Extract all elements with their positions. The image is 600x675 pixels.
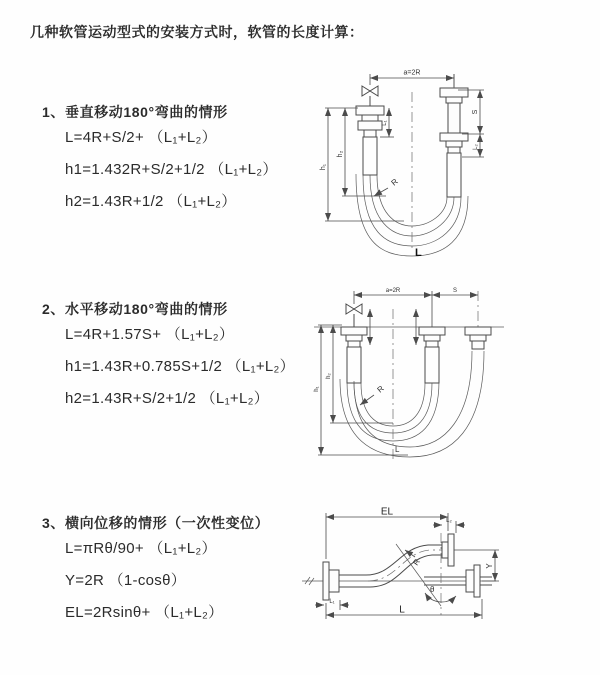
dim-label-l1: L₁ [329, 599, 335, 605]
diagram-vertical-180-bend [312, 62, 600, 266]
dim-label-l2: L₂ [446, 518, 452, 524]
page-title: 几种软管运动型式的安装方式时，软管的长度计算： [30, 24, 364, 40]
dim-label-l2: L₂ [473, 144, 479, 150]
right-pipe-fitting [465, 327, 491, 349]
left-pipe-fitting [356, 106, 384, 175]
length-label: L [415, 247, 422, 259]
dim-label-h1: h₁ [314, 386, 320, 392]
section-lateral-displacement [42, 513, 269, 629]
dim-label-s: S [472, 109, 479, 115]
length-label: L [395, 445, 400, 454]
diagram-horizontal-180-bend [308, 281, 600, 465]
dim-label-el: EL [380, 506, 394, 518]
radius-label: R [411, 557, 422, 568]
dim-width [370, 70, 454, 88]
dim-label-h1: h₁ [320, 163, 327, 171]
section-heading: 3、横向位移的情形（一次性变位） [42, 515, 270, 531]
upper-pipe-fitting [442, 534, 454, 566]
dim-label-travel: S [452, 288, 458, 294]
diagram-lateral-displacement [296, 503, 600, 645]
valve-icon [346, 304, 362, 314]
radius-label: R [389, 176, 400, 188]
dim-width [354, 288, 432, 327]
dim-el [326, 507, 448, 560]
dim-label-l1: L₁ [382, 120, 388, 126]
dim-l [326, 599, 482, 619]
formula-h1: h1=1.432R+S/2+1/2 （L₁+L₂） [65, 161, 278, 178]
section-heading: 2、水平移动180°弯曲的情形 [42, 301, 228, 317]
dim-label-h2: h₂ [337, 150, 344, 158]
formula-Y: Y=2R （1-cosθ） [65, 572, 187, 589]
dim-label-h2: h₂ [326, 373, 332, 379]
dim-label-l: L [399, 604, 405, 616]
right-pipe-fitting [440, 74, 468, 197]
braided-hose-section [347, 347, 361, 383]
middle-pipe-fitting [419, 327, 445, 383]
dim-label-width: a=2R [385, 288, 401, 294]
formula-L: L=4R+S/2+ （L₁+L₂） [65, 129, 217, 146]
section-vertical-movement [42, 102, 278, 218]
formula-EL: EL=2Rsinθ+ （L₁+L₂） [65, 604, 224, 621]
formula-L: L=4R+1.57S+ （L₁+L₂） [65, 326, 235, 343]
formula-h2: h2=1.43R+1/2 （L₁+L₂） [65, 193, 237, 210]
radius-callout [360, 384, 386, 405]
formula-h2: h2=1.43R+S/2+1/2 （L₁+L₂） [65, 390, 270, 407]
formula-h1: h1=1.43R+0.785S+1/2 （L₁+L₂） [65, 358, 295, 375]
braided-hose-section [363, 137, 377, 175]
dim-label-width: a=2R [403, 69, 421, 77]
dim-l2 [433, 518, 465, 533]
dim-travel [432, 288, 478, 295]
left-pipe-fitting [341, 327, 367, 383]
formula-L: L=πRθ/90+ （L₁+L₂） [65, 540, 217, 557]
left-pipe-fitting [323, 562, 339, 600]
section-heading: 1、垂直移动180°弯曲的情形 [42, 104, 228, 120]
braided-hose-section [425, 347, 439, 383]
dim-label-y: Y [485, 563, 494, 569]
radius-label: R [375, 383, 386, 395]
dim-l1 [315, 599, 349, 610]
theta-label: θ [430, 585, 435, 594]
braided-hose-section [447, 153, 461, 197]
valve-icon [362, 86, 378, 96]
section-horizontal-movement [42, 299, 295, 415]
